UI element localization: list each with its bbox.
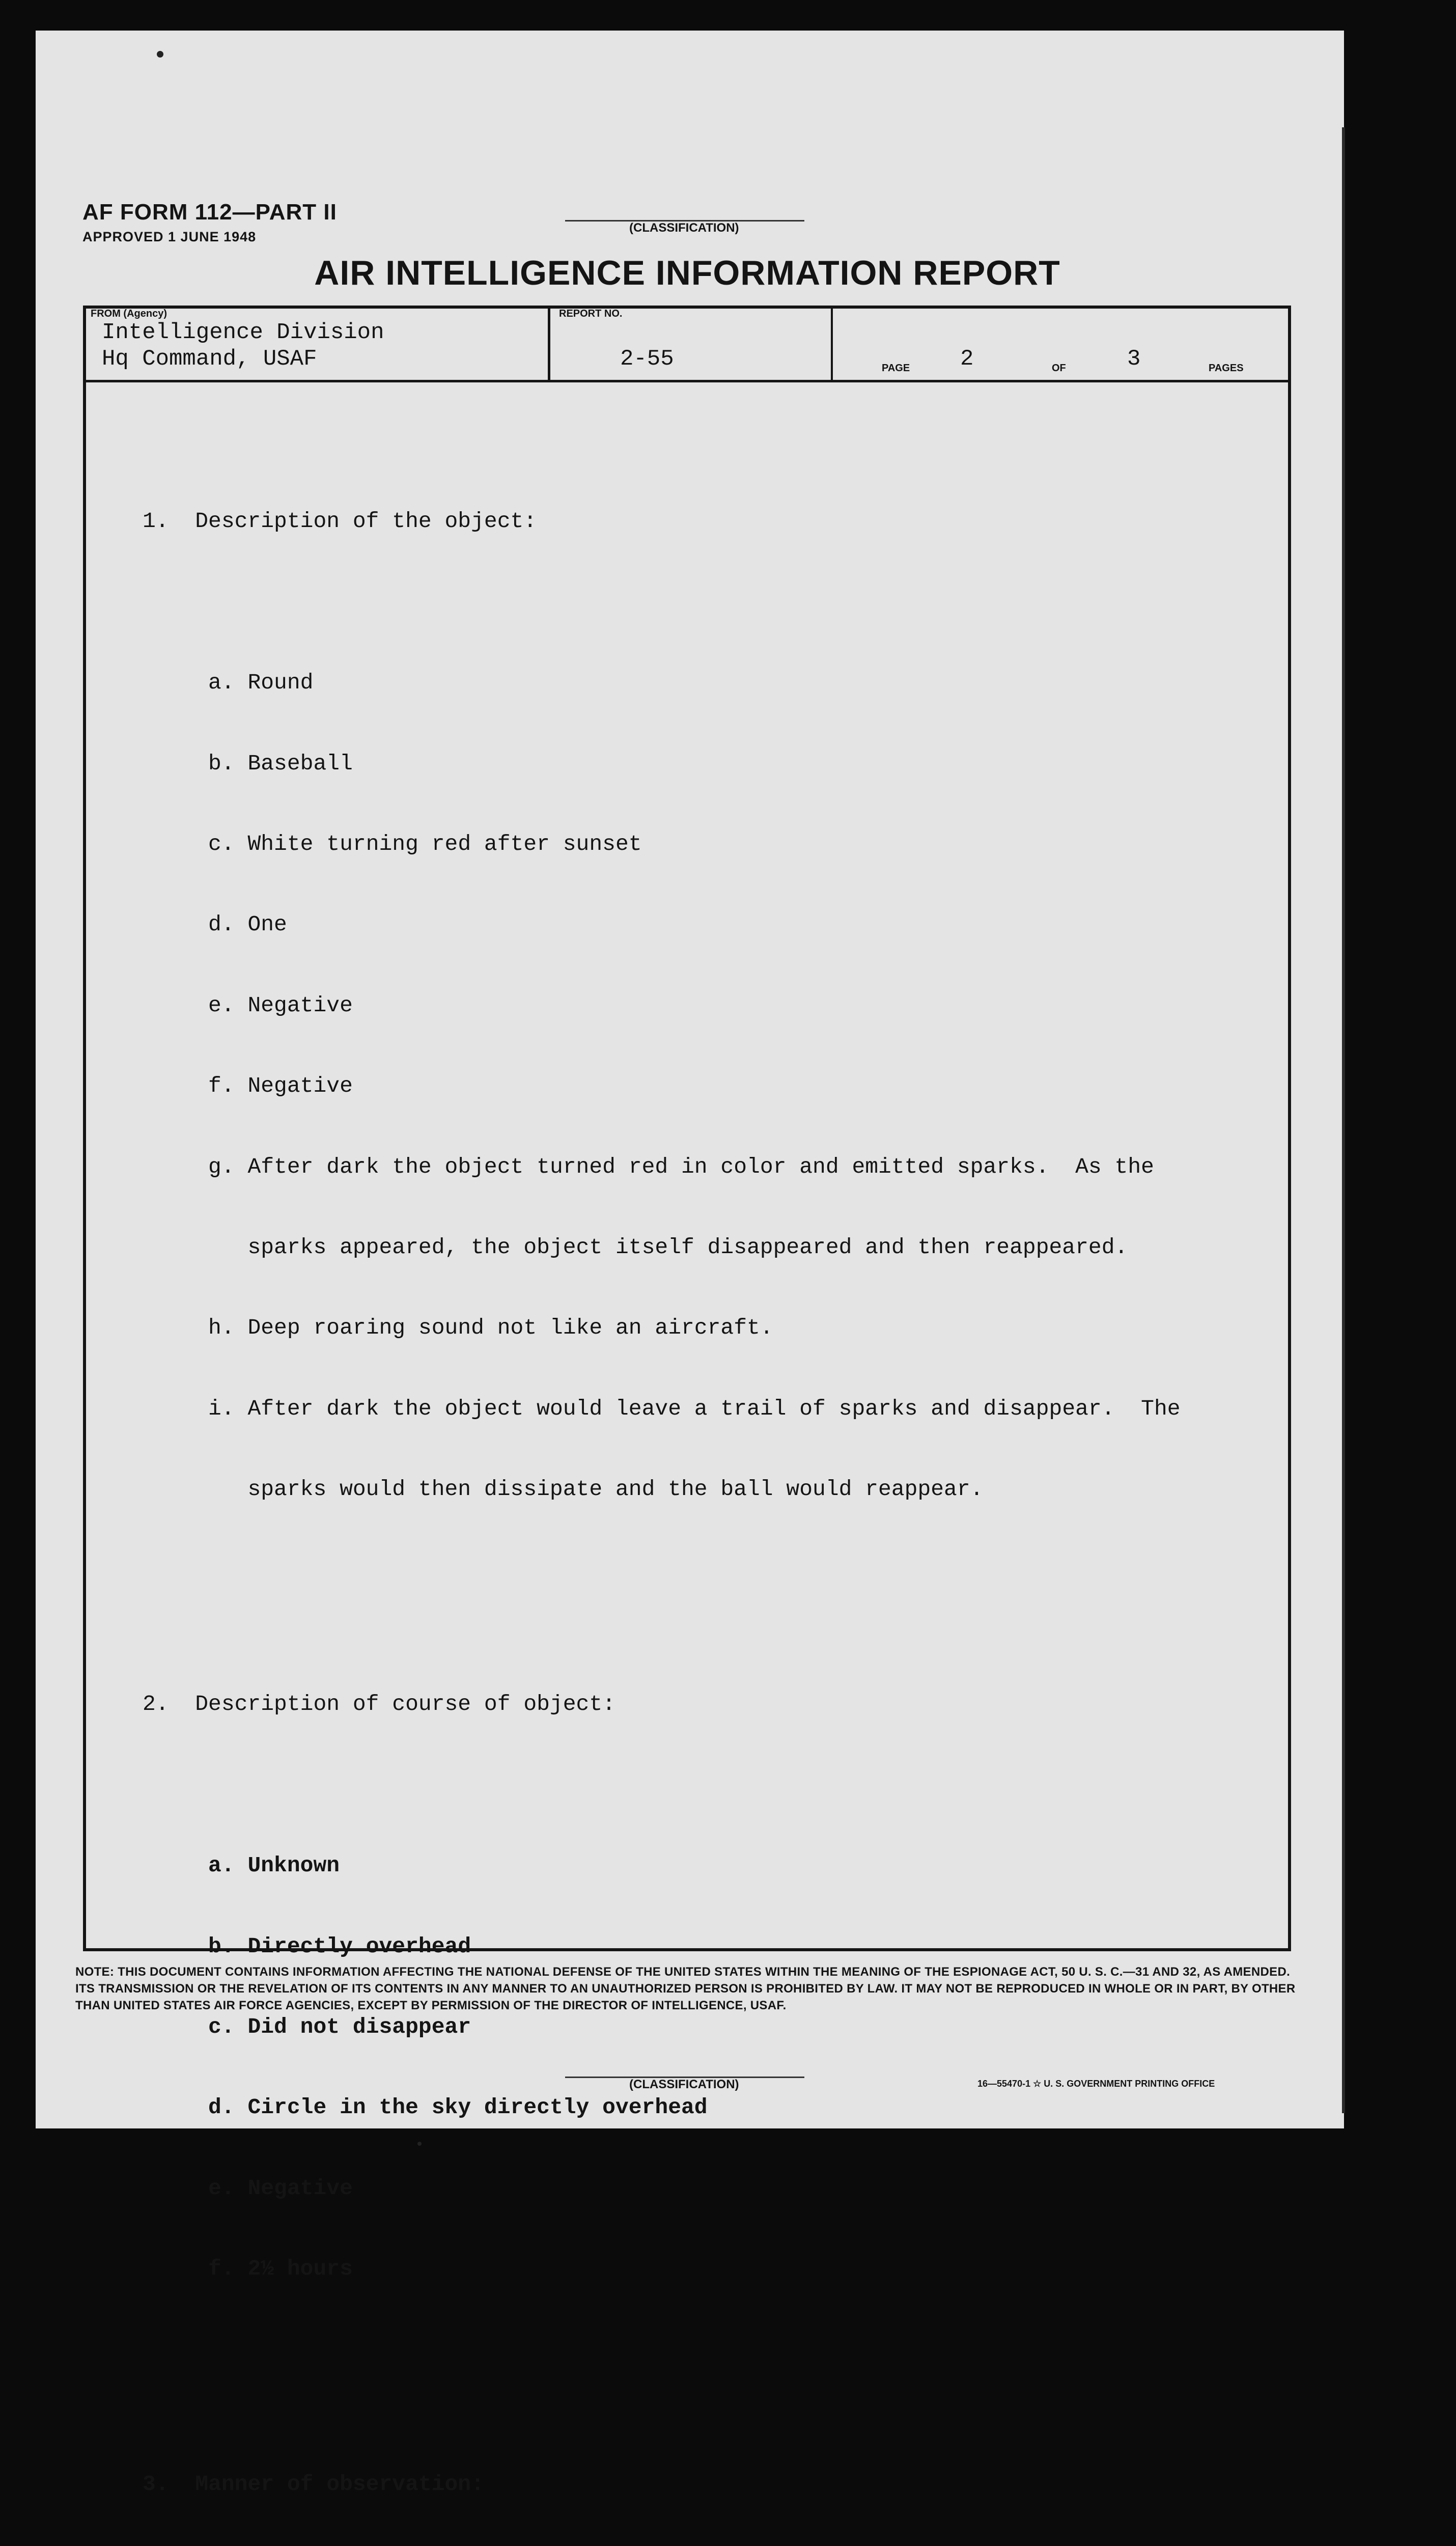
list-item: c. Did not disappear <box>208 2014 471 2040</box>
speck <box>157 51 163 58</box>
report-no-label: REPORT NO. <box>559 308 623 319</box>
classification-label-top: (CLASSIFICATION) <box>629 221 739 235</box>
list-item: i. After dark the object would leave a trail of sparks and disappear. The <box>208 1396 1181 1421</box>
from-line-2: Hq Command, USAF <box>102 346 317 372</box>
of-label: OF <box>1052 363 1066 374</box>
from-label: FROM (Agency) <box>91 308 167 319</box>
classification-label-bottom: (CLASSIFICATION) <box>629 2078 739 2091</box>
form-id: AF FORM 112—PART II <box>82 200 337 225</box>
approval-date: APPROVED 1 JUNE 1948 <box>82 229 257 244</box>
report-body <box>143 428 1263 2546</box>
list-item: e. Negative <box>208 2175 353 2201</box>
page-edge-shadow <box>1342 127 1345 2113</box>
list-item-continuation: sparks would then dissipate and the ball would reappear. <box>247 1477 984 1502</box>
report-title: AIR INTELLIGENCE INFORMATION REPORT <box>314 254 1060 292</box>
espionage-notice: NOTE: THIS DOCUMENT CONTAINS INFORMATION AFFECTING THE NATIONAL DEFENSE OF THE UNITED STATES WITHIN THE MEANING OF THE ESPIONAGE ACT, 50 U. S. C.—31 AND 32, AS AMENDED. ITS TRANSMISSION OR THE REVELATION OF ITS CONTENTS IN ANY MANNER TO AN UNAUTHORIZED PERSON IS PROHIBITED BY LAW. IT MAY NOT BE REPRODUCED IN WHOLE OR IN PART, BY OTHER THAN UNITED STATES AIR FORCE AGENCIES, EXCEPT BY PERMISSION OF THE DIRECTOR OF INTELLIGENCE, USAF. <box>75 1965 1296 2012</box>
pages-label: PAGES <box>1209 363 1244 374</box>
list-item: e. Negative <box>208 992 353 1018</box>
list-item: g. After dark the object turned red in color and emitted sparks. As the <box>208 1154 1154 1179</box>
report-no: 2-55 <box>620 346 674 372</box>
from-line-1: Intelligence Division <box>102 320 384 345</box>
list-item: d. One <box>208 912 287 937</box>
section-heading: 1. Description of the object: <box>143 509 537 534</box>
section-heading: 3. Manner of observation: <box>143 2471 484 2497</box>
list-item: d. Circle in the sky directly overhead <box>208 2095 708 2120</box>
list-item: f. Negative <box>208 1073 353 1099</box>
total-pages: 3 <box>1127 346 1141 372</box>
header-divider <box>83 380 1291 382</box>
printing-office-code: 16—55470-1 ☆ U. S. GOVERNMENT PRINTING OFFICE <box>977 2079 1215 2089</box>
page-number: 2 <box>960 346 974 372</box>
list-item: a. Unknown <box>208 1853 340 1878</box>
list-item: b. Directly overhead <box>208 1933 471 1959</box>
list-item-continuation: sparks appeared, the object itself disappeared and then reappeared. <box>247 1234 1128 1260</box>
list-item: f. 2½ hours <box>208 2256 353 2282</box>
list-item: h. Deep roaring sound not like an aircraft. <box>208 1315 773 1341</box>
section-heading: 2. Description of course of object: <box>143 1692 615 1717</box>
list-item: b. Baseball <box>208 751 353 776</box>
list-item: a. Round <box>208 670 314 696</box>
page-label: PAGE <box>882 363 910 374</box>
list-item: c. White turning red after sunset <box>208 831 642 856</box>
header-col-divider-1 <box>548 306 550 382</box>
header-col-divider-2 <box>831 306 833 382</box>
